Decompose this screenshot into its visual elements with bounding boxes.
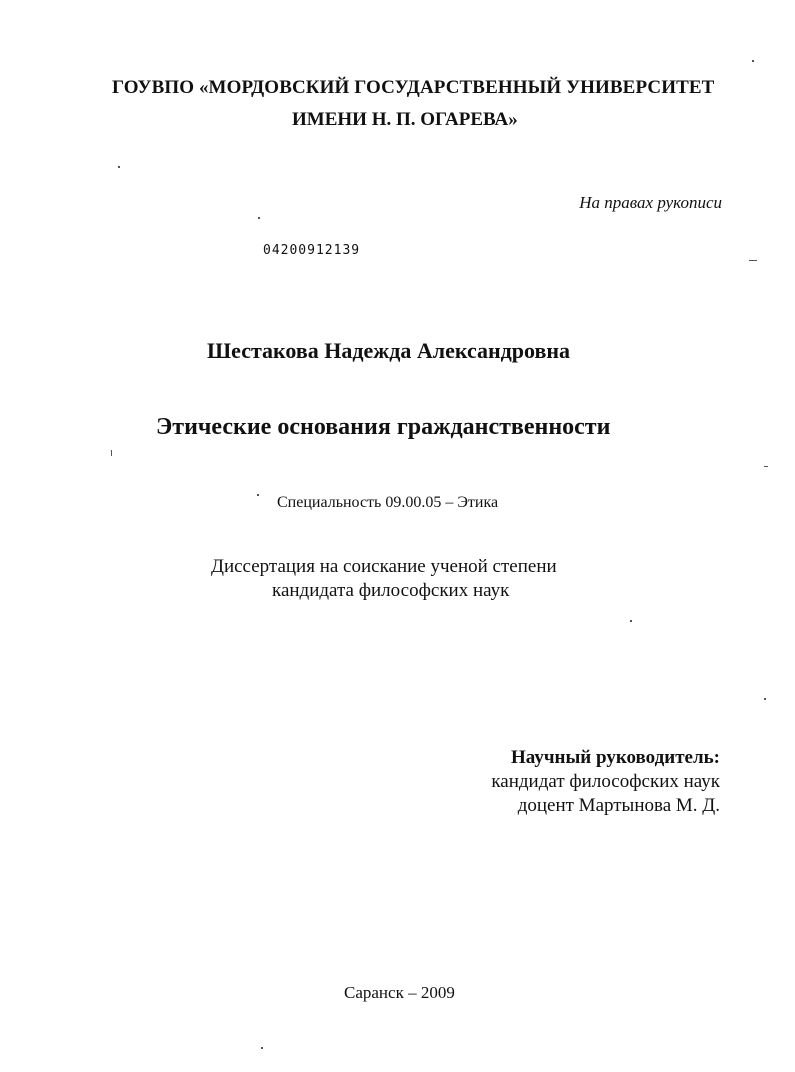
scan-speck (752, 60, 754, 62)
scan-speck (258, 217, 260, 219)
scan-speck (257, 494, 259, 496)
supervisor-name: доцент Мартынова М. Д. (517, 795, 720, 816)
scan-speck (764, 466, 768, 467)
scan-speck (118, 166, 120, 168)
supervisor-heading: Научный руководитель: (511, 747, 720, 768)
organization-line-2: ИМЕНИ Н. П. ОГАРЕВА» (292, 109, 518, 130)
scan-speck (749, 260, 757, 261)
place-year: Саранск – 2009 (344, 983, 455, 1002)
dissertation-title: Этические основания гражданственности (156, 414, 611, 440)
scan-speck (764, 698, 766, 700)
specialty-line: Специальность 09.00.05 – Этика (277, 494, 499, 511)
scan-speck (630, 620, 632, 622)
supervisor-degree: кандидат философских наук (491, 771, 720, 792)
registration-code: 04200912139 (263, 243, 361, 258)
degree-line-1: Диссертация на соискание ученой степени (211, 556, 557, 577)
scan-speck (111, 450, 112, 456)
author-name: Шестакова Надежда Александровна (207, 338, 571, 363)
degree-line-2: кандидата философских наук (272, 580, 510, 601)
scan-speck (261, 1047, 263, 1049)
rights-note: На правах рукописи (579, 193, 722, 212)
organization-line-1: ГОУВПО «МОРДОВСКИЙ ГОСУДАРСТВЕННЫЙ УНИВЕРСИТЕТ (112, 77, 715, 98)
